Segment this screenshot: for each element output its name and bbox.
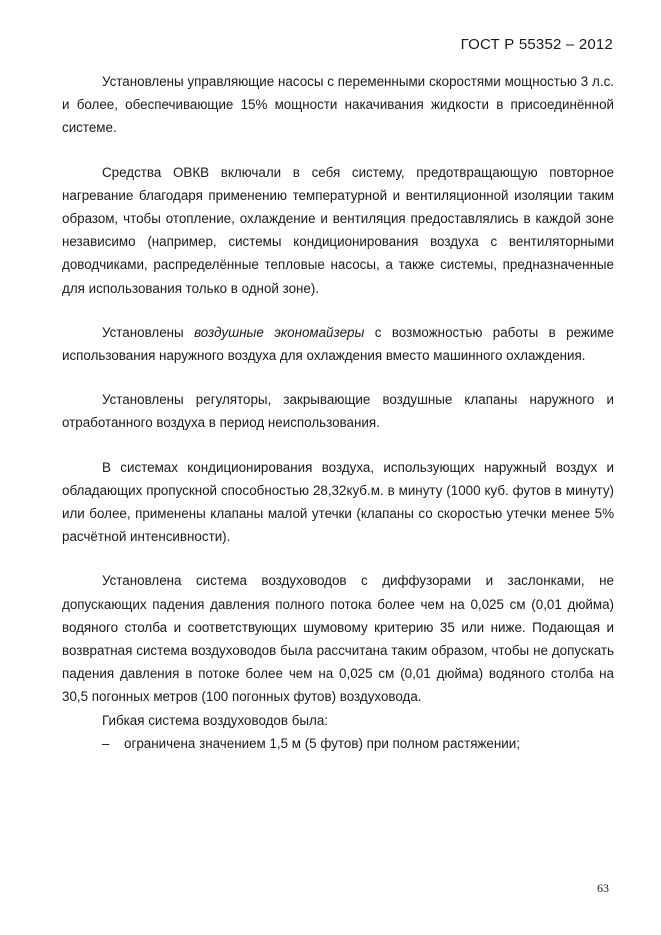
standard-number: ГОСТ Р 55352 – 2012 — [460, 36, 613, 53]
paragraph-economizers — [62, 321, 614, 367]
list-item — [62, 732, 614, 755]
paragraph-low-leakage-valves: В системах кондиционирования воздуха, использующих наружный воздух и обладающих пропускной способностью 28,32куб.м. в минуту (1000 куб. футов в минуту) или более, применены клапаны малой утечки (клапаны со скоростью утечки менее 5% расчётной интенсивности). — [62, 459, 614, 545]
list-item-text: ограничена значением 1,5 м (5 футов) при полном растяжении; — [124, 735, 520, 751]
document-header — [461, 36, 613, 53]
document-body — [62, 70, 614, 755]
paragraph-hvac-zoning: Средства ОВКВ включали в себя систему, предотвращающую повторное нагревание благодаря применению температурной и вентиляционной изоляции таким образом, чтобы отопление, охлаждение и вентиляция предоставлялись в каждой зоне независимо (например, системы кондиционирования воздуха с вентиляторными доводчиками, распределённые тепловые насосы, а также системы, предназначенные для использования только в одной зоне). — [62, 164, 614, 296]
economizers-text-before: Установлены — [102, 324, 195, 340]
paragraph-flexible-ducts: Гибкая система воздуховодов была: — [102, 712, 328, 728]
paragraph-ductwork: Установлена система воздуховодов с диффузорами и заслонками, не допускающих падения давления полного потока более чем на 0,025 см (0,01 дюйма) водяного столба и соответствующих шумовому критерию 35 или ниже. Подающая и возвратная система воздуховодов была рассчитана таким образом, чтобы не допускать падения давления в потоке более чем на 0,025 см (0,01 дюйма) водяного столба на 30,5 погонных метров (100 погонных футов) воздуховода. — [62, 573, 614, 705]
list-marker: – — [102, 735, 110, 751]
economizers-emphasis: воздушные экономайзеры — [194, 324, 365, 340]
paragraph-pumps: Установлены управляющие насосы с переменными скоростями мощностью 3 л.с. и более, обеспечивающие 15% мощности накачивания жидкости в присоединённой системе. — [62, 74, 614, 136]
page-number: 63 — [597, 881, 609, 895]
economizers-text-after: с возможностью работы в режиме использования наружного воздуха для охлаждения вместо машинного охлаждения. — [62, 324, 614, 364]
paragraph-dampers: Установлены регуляторы, закрывающие воздушные клапаны наружного и отработанного воздуха в период неиспользования. — [62, 392, 614, 431]
